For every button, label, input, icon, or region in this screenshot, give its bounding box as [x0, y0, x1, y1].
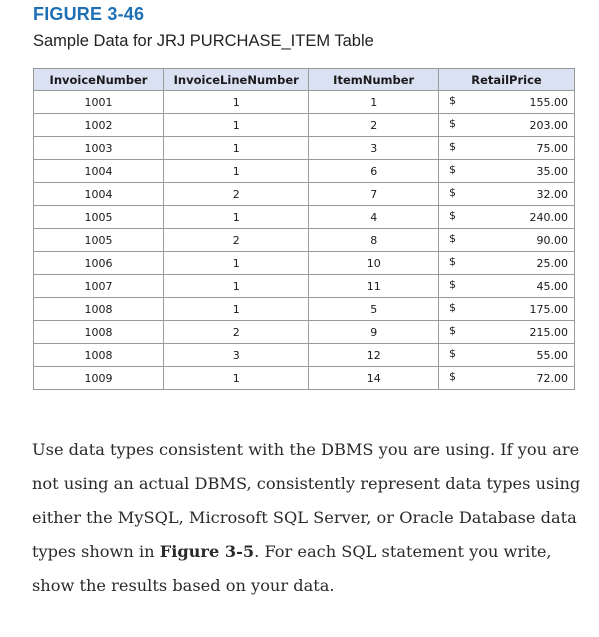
currency-symbol: $ — [448, 232, 456, 245]
currency-symbol: $ — [448, 186, 456, 199]
invoice-line-number-cell: 2 — [164, 229, 309, 252]
invoice-number-cell: 1003 — [34, 137, 164, 160]
figure-caption: Sample Data for JRJ PURCHASE_ITEM Table — [33, 32, 374, 50]
item-number-cell: 12 — [309, 344, 439, 367]
table-row — [34, 298, 575, 321]
price-amount: 75.00 — [536, 141, 568, 155]
table-row — [34, 206, 575, 229]
figure-label: FIGURE 3-46 — [33, 4, 145, 24]
price-amount: 55.00 — [536, 348, 568, 362]
currency-symbol: $ — [448, 209, 456, 222]
table-body — [34, 91, 575, 390]
invoice-line-number-cell: 1 — [164, 137, 309, 160]
currency-symbol: $ — [448, 278, 456, 291]
invoice-number-cell: 1001 — [34, 91, 164, 114]
invoice-number-cell: 1008 — [34, 344, 164, 367]
item-number-cell: 5 — [309, 298, 439, 321]
invoice-line-number-cell: 1 — [164, 367, 309, 390]
currency-symbol: $ — [448, 94, 456, 107]
item-number-cell: 2 — [309, 114, 439, 137]
price-amount: 32.00 — [536, 187, 568, 201]
currency-symbol: $ — [448, 324, 456, 337]
item-number-cell: 4 — [309, 206, 439, 229]
retail-price-cell — [438, 206, 574, 229]
retail-price-cell — [438, 229, 574, 252]
retail-price-cell — [438, 367, 574, 390]
table-row — [34, 321, 575, 344]
table-row — [34, 229, 575, 252]
price-amount: 35.00 — [536, 164, 568, 178]
table-row — [34, 367, 575, 390]
invoice-line-number-cell: 1 — [164, 298, 309, 321]
invoice-number-cell: 1002 — [34, 114, 164, 137]
invoice-number-cell: 1007 — [34, 275, 164, 298]
retail-price-cell — [438, 298, 574, 321]
item-number-cell: 1 — [309, 91, 439, 114]
table-row — [34, 252, 575, 275]
price-amount: 155.00 — [529, 95, 568, 109]
retail-price-cell — [438, 252, 574, 275]
invoice-number-cell: 1008 — [34, 298, 164, 321]
item-number-cell: 10 — [309, 252, 439, 275]
item-number-cell: 8 — [309, 229, 439, 252]
price-amount: 45.00 — [536, 279, 568, 293]
body-text-after: . For each SQL statement you write, show the results based on your data. — [32, 542, 552, 595]
table-row — [34, 137, 575, 160]
currency-symbol: $ — [448, 140, 456, 153]
figure-reference: Figure 3-5 — [159, 542, 255, 561]
purchase-item-table — [33, 68, 575, 390]
body-text-before: Use data types consistent with the DBMS you are using. If you are not using an actual DBMS, consistently represent data types using either the MySQL, Microsoft SQL Server, or Oracle Database data types shown in — [32, 440, 581, 561]
price-amount: 90.00 — [536, 233, 568, 247]
invoice-line-number-cell: 1 — [164, 206, 309, 229]
retail-price-cell — [438, 183, 574, 206]
invoice-line-number-cell: 1 — [164, 252, 309, 275]
invoice-line-number-cell: 1 — [164, 114, 309, 137]
column-header-invoice-line-number: InvoiceLineNumber — [164, 69, 309, 91]
currency-symbol: $ — [448, 163, 456, 176]
invoice-number-cell: 1009 — [34, 367, 164, 390]
invoice-number-cell: 1005 — [34, 229, 164, 252]
table-row — [34, 160, 575, 183]
invoice-number-cell: 1005 — [34, 206, 164, 229]
column-header-retail-price: RetailPrice — [438, 69, 574, 91]
table-row — [34, 344, 575, 367]
item-number-cell: 14 — [309, 367, 439, 390]
currency-symbol: $ — [448, 301, 456, 314]
invoice-line-number-cell: 3 — [164, 344, 309, 367]
table-row — [34, 275, 575, 298]
table-row — [34, 183, 575, 206]
retail-price-cell — [438, 137, 574, 160]
currency-symbol: $ — [448, 117, 456, 130]
retail-price-cell — [438, 91, 574, 114]
item-number-cell: 3 — [309, 137, 439, 160]
price-amount: 240.00 — [529, 210, 568, 224]
invoice-line-number-cell: 1 — [164, 275, 309, 298]
currency-symbol: $ — [448, 370, 456, 383]
invoice-line-number-cell: 2 — [164, 321, 309, 344]
invoice-line-number-cell: 1 — [164, 91, 309, 114]
invoice-line-number-cell: 2 — [164, 183, 309, 206]
invoice-number-cell: 1004 — [34, 183, 164, 206]
item-number-cell: 11 — [309, 275, 439, 298]
item-number-cell: 6 — [309, 160, 439, 183]
table-row — [34, 114, 575, 137]
invoice-line-number-cell: 1 — [164, 160, 309, 183]
retail-price-cell — [438, 114, 574, 137]
body-paragraph — [32, 433, 582, 603]
item-number-cell: 9 — [309, 321, 439, 344]
retail-price-cell — [438, 344, 574, 367]
currency-symbol: $ — [448, 255, 456, 268]
retail-price-cell — [438, 275, 574, 298]
invoice-number-cell: 1008 — [34, 321, 164, 344]
column-header-item-number: ItemNumber — [309, 69, 439, 91]
invoice-number-cell: 1004 — [34, 160, 164, 183]
retail-price-cell — [438, 321, 574, 344]
price-amount: 215.00 — [529, 325, 568, 339]
price-amount: 25.00 — [536, 256, 568, 270]
invoice-number-cell: 1006 — [34, 252, 164, 275]
table-row — [34, 91, 575, 114]
column-header-invoice-number: InvoiceNumber — [34, 69, 164, 91]
price-amount: 203.00 — [529, 118, 568, 132]
price-amount: 175.00 — [529, 302, 568, 316]
item-number-cell: 7 — [309, 183, 439, 206]
table-header-row — [34, 69, 575, 91]
currency-symbol: $ — [448, 347, 456, 360]
retail-price-cell — [438, 160, 574, 183]
price-amount: 72.00 — [536, 371, 568, 385]
